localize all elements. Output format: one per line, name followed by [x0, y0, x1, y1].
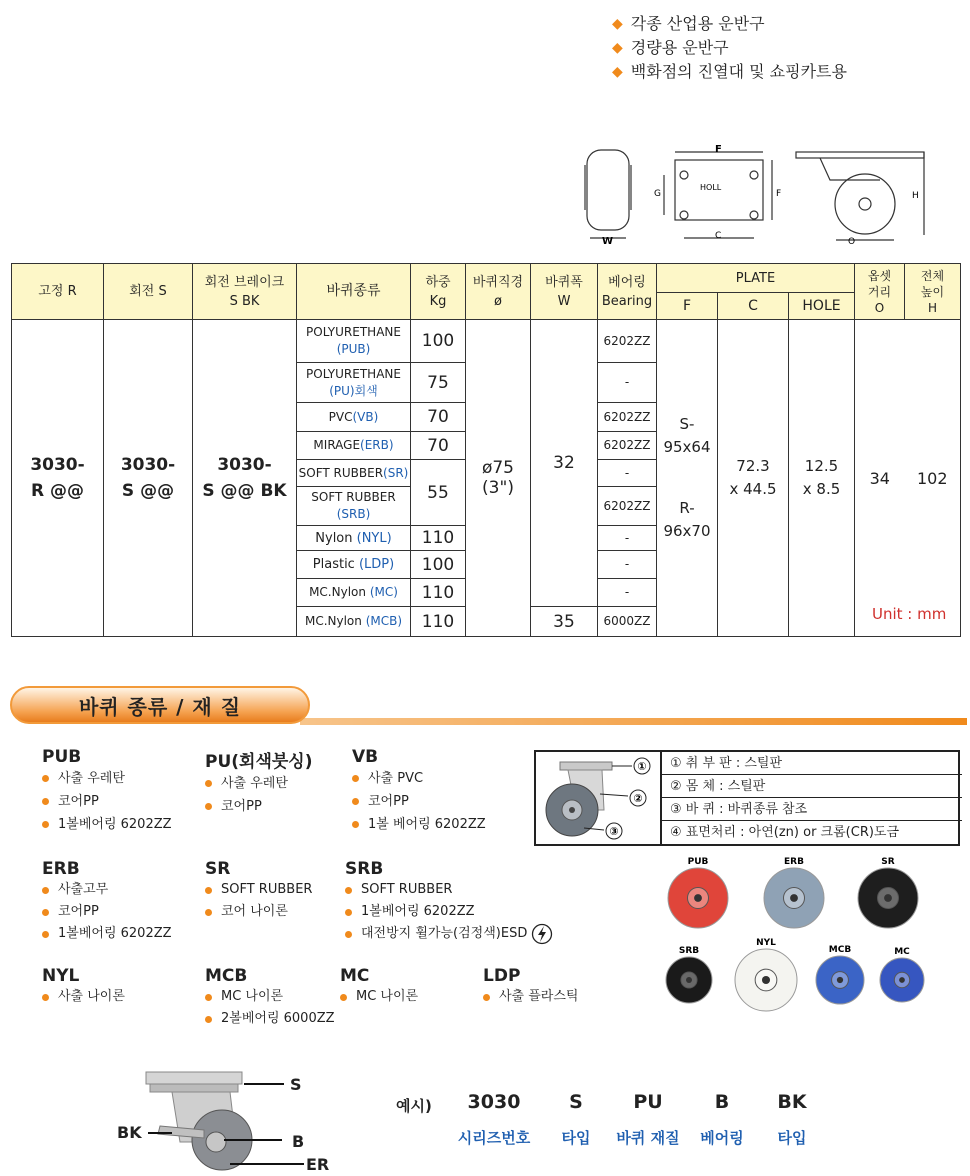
- material-pub: PUB 사출 우레탄 코어PP 1볼베어링 6202ZZ: [42, 747, 172, 832]
- header-plate-f: F: [657, 293, 718, 320]
- wheel-type-cell: MIRAGE(ERB): [297, 432, 411, 460]
- plate-f-cell: S- 95x64 R- 96x70: [657, 320, 718, 637]
- header-height: 전체 높이 H: [905, 264, 961, 320]
- header-load: 하중 Kg: [411, 264, 466, 320]
- callout-3: ③: [609, 825, 619, 838]
- dim-h: H: [912, 191, 919, 201]
- example-code: 3030: [467, 1091, 521, 1113]
- wheel-sample-label: ERB: [784, 857, 804, 867]
- holl-text: HOLL: [700, 183, 722, 192]
- header-width: 바퀴폭 W: [531, 264, 598, 320]
- wheel-sample-mc: [880, 947, 924, 1002]
- example-meaning: 시리즈번호: [457, 1129, 531, 1147]
- section-divider: [300, 718, 967, 725]
- caster-side-view: [796, 152, 924, 240]
- brake-model: 3030- S @@ BK: [193, 320, 297, 637]
- bearing-cell: 6202ZZ: [598, 487, 657, 526]
- wheel-side-view: [585, 150, 631, 238]
- parts-line: ② 몸 체 : 스틸판: [662, 775, 962, 798]
- wheel-type-cell: PVC(VB): [297, 403, 411, 432]
- load-cell: 75: [411, 363, 466, 403]
- wheel-sample-mcb: [816, 945, 864, 1004]
- material-mc: MC MC 나이론: [340, 966, 419, 1004]
- spec-table: [11, 263, 961, 637]
- wheel-sample-label: MCB: [828, 945, 852, 955]
- bearing-cell: 6202ZZ: [598, 432, 657, 460]
- wheel-type-cell: Plastic (LDP): [297, 551, 411, 579]
- plate-top-view: [664, 152, 772, 238]
- caster-parts-image: [538, 754, 658, 844]
- plate-hole-cell: 12.5 x 8.5: [789, 320, 855, 637]
- technical-drawing: [580, 140, 940, 250]
- header-wheel-type: 바퀴종류: [297, 264, 411, 320]
- material-vb: VB 사출 PVC 코어PP 1볼 베어링 6202ZZ: [352, 747, 486, 832]
- bearing-cell: -: [598, 460, 657, 487]
- load-cell: 110: [411, 607, 466, 637]
- header-swivel: 회전 S: [104, 264, 193, 320]
- example-meaning: 타입: [561, 1129, 591, 1147]
- example-code: PU: [633, 1091, 663, 1113]
- material-erb: ERB 사출고무 코어PP 1볼베어링 6202ZZ: [42, 859, 172, 941]
- bearing-cell: 6202ZZ: [598, 320, 657, 363]
- wheel-sample-label: NYL: [756, 938, 776, 948]
- header-fixed: 고정 R: [12, 264, 104, 320]
- wheel-sample-label: MC: [894, 947, 910, 957]
- wheel-type-cell: MC.Nylon (MC): [297, 579, 411, 607]
- label-s: S: [290, 1075, 302, 1094]
- example-prefix: 예시): [396, 1097, 432, 1115]
- wheel-sample-pub: [668, 857, 728, 928]
- unit-label: Unit : mm: [872, 605, 947, 623]
- width-cell: 35: [531, 607, 598, 637]
- height-cell: 102: [905, 320, 961, 637]
- header-brake: 회전 브레이크 S BK: [193, 264, 297, 320]
- use-item: ◆ 백화점의 진열대 및 쇼핑카트용: [612, 62, 847, 81]
- material-nyl: NYL 사출 나이론: [42, 966, 125, 1004]
- swivel-model: 3030- S @@: [104, 320, 193, 637]
- header-plate-c: C: [718, 293, 789, 320]
- example-code: BK: [777, 1091, 807, 1113]
- bearing-cell: -: [598, 579, 657, 607]
- material-ldp: LDP 사출 플라스틱: [483, 966, 579, 1004]
- bearing-cell: 6202ZZ: [598, 403, 657, 432]
- wheel-type-cell: SOFT RUBBER (SRB): [297, 487, 411, 526]
- parts-line: ④ 표면처리 : 아연(zn) or 크롬(CR)도금: [670, 825, 900, 840]
- header-plate: PLATE: [657, 264, 855, 293]
- material-mcb: MCB MC 나이론 2볼베어링 6000ZZ: [205, 966, 335, 1026]
- load-cell: 100: [411, 551, 466, 579]
- dim-g: G: [654, 189, 661, 199]
- wheel-sample-label: PUB: [687, 857, 709, 867]
- dim-f-side: F: [776, 189, 782, 199]
- use-item: ◆ 경량용 운반구: [612, 38, 729, 57]
- wheel-sample-nyl: [735, 938, 797, 1011]
- wheel-type-cell: Nylon (NYL): [297, 526, 411, 551]
- dim-w: W: [602, 236, 614, 247]
- load-cell: 70: [411, 403, 466, 432]
- use-item: ◆ 각종 산업용 운반구: [612, 14, 765, 33]
- load-cell: 110: [411, 579, 466, 607]
- load-cell: 100: [411, 320, 466, 363]
- bearing-cell: -: [598, 551, 657, 579]
- example-meaning: 바퀴 재질: [616, 1129, 680, 1147]
- dim-o: O: [848, 237, 856, 247]
- example-code: S: [569, 1091, 583, 1113]
- esd-icon: [531, 923, 553, 945]
- label-b: B: [292, 1132, 305, 1151]
- load-cell: 55: [411, 460, 466, 526]
- uses-list: [612, 12, 847, 84]
- label-bk: BK: [117, 1123, 142, 1142]
- wheel-sample-label: SRB: [678, 946, 700, 956]
- load-cell: 70: [411, 432, 466, 460]
- material-pu: PU(회색붓싱) 사출 우레탄 코어PP: [205, 752, 313, 814]
- section-title: 바퀴 종류 / 재 질: [10, 686, 310, 724]
- wheel-sample-sr: [858, 857, 918, 928]
- callout-2: ②: [633, 792, 643, 805]
- material-sr: SR SOFT RUBBER 코어 나이론: [205, 859, 313, 919]
- example-meaning: 타입: [777, 1129, 807, 1147]
- parts-line: ① 취 부 판 : 스틸판: [662, 752, 962, 775]
- header-offset: 옵셋 거리 O: [855, 264, 905, 320]
- example-meaning: 베어링: [700, 1129, 744, 1147]
- wheel-type-cell: POLYURETHANE (PU)회색: [297, 363, 411, 403]
- header-plate-hole: HOLE: [789, 293, 855, 320]
- width-cell: 32: [531, 320, 598, 607]
- wheel-type-cell: SOFT RUBBER(SR): [297, 460, 411, 487]
- parts-list: [660, 752, 962, 844]
- wheel-sample-srb: [666, 946, 712, 1003]
- plate-c-cell: 72.3 x 44.5: [718, 320, 789, 637]
- dim-c: C: [715, 231, 722, 241]
- callout-1: ①: [637, 760, 647, 773]
- offset-cell: 34: [855, 320, 905, 637]
- bearing-cell: 6000ZZ: [598, 607, 657, 637]
- fixed-model: 3030- R @@: [12, 320, 104, 637]
- dim-f: F: [715, 144, 722, 155]
- label-er: ER: [306, 1155, 330, 1174]
- parts-box: [534, 750, 960, 846]
- diameter-cell: ø75 (3"): [466, 320, 531, 637]
- material-srb: SRB SOFT RUBBER 1볼베어링 6202ZZ 대전방지 휠가능(검정색)ESD: [345, 859, 553, 945]
- header-bearing: 베어링 Bearing: [598, 264, 657, 320]
- parts-line: ③ 바 퀴 : 바퀴종류 참조: [662, 798, 962, 821]
- header-diameter: 바퀴직경 ø: [466, 264, 531, 320]
- wheel-sample-label: SR: [881, 857, 895, 867]
- load-cell: 110: [411, 526, 466, 551]
- wheel-type-cell: POLYURETHANE (PUB): [297, 320, 411, 363]
- bearing-cell: -: [598, 363, 657, 403]
- bearing-cell: -: [598, 526, 657, 551]
- example-code: B: [714, 1091, 730, 1113]
- wheel-type-cell: MC.Nylon (MCB): [297, 607, 411, 637]
- wheel-sample-erb: [764, 857, 824, 928]
